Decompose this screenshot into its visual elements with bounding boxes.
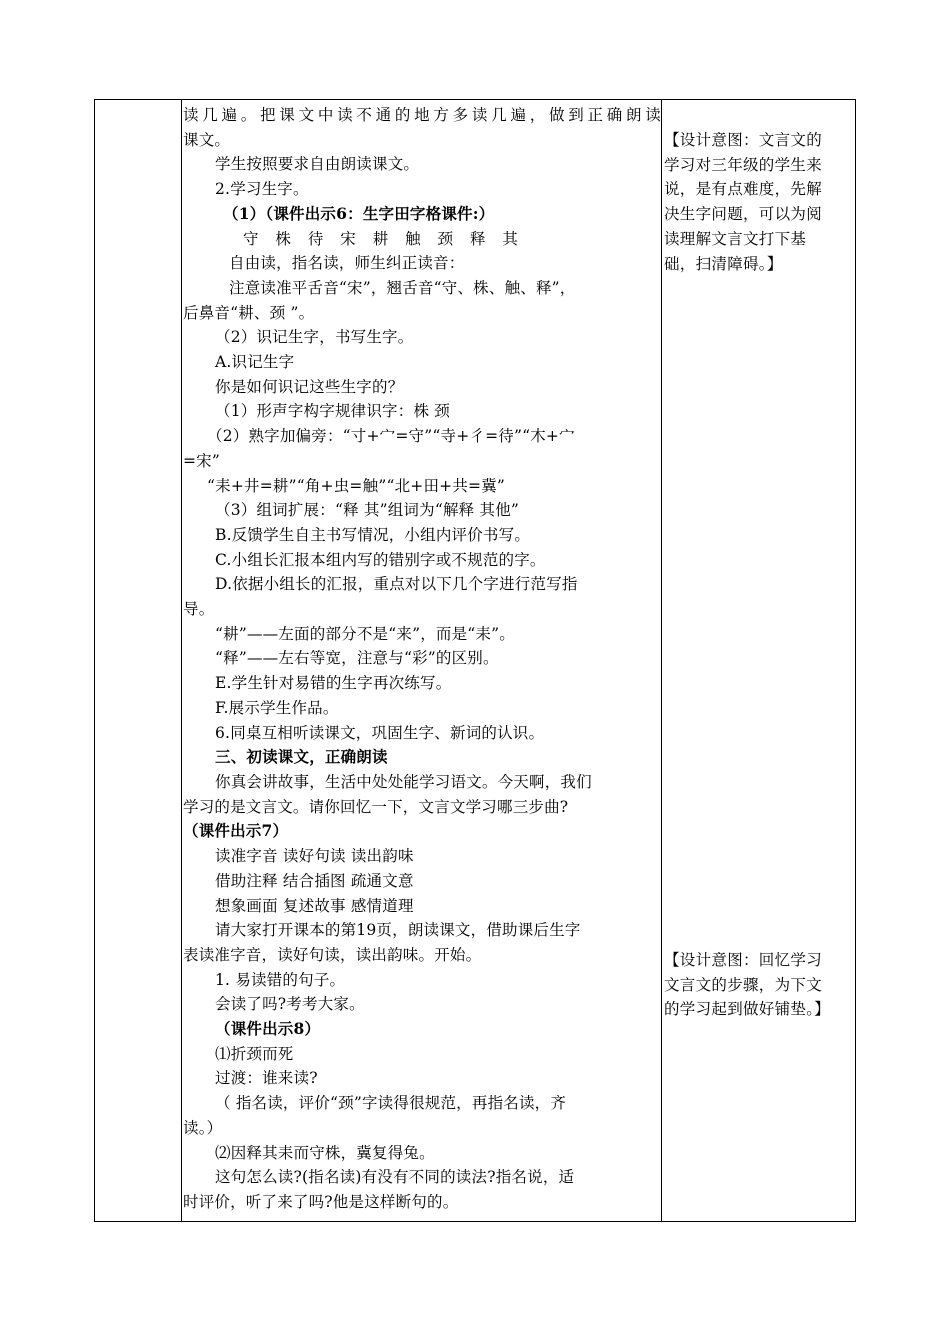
- lesson-line: （1）形声字构字规律识字：株 颈: [215, 402, 450, 421]
- lesson-line: 自由读，指名读，师生纠正读音：: [229, 254, 465, 273]
- design-intent-line: 文言文的步骤，为下文: [664, 975, 823, 994]
- lesson-line: A.识记生字: [215, 353, 295, 372]
- lesson-line: 这句怎么读?(指名读)有没有不同的读法?指名说，适: [215, 1168, 575, 1187]
- lesson-process-column: [183, 103, 661, 1215]
- lesson-line: 你是如何识记这些生字的？: [215, 377, 404, 396]
- design-intent-line: 说，是有点难度，先解: [664, 180, 823, 199]
- design-intent-line: 读理解文言文打下基: [664, 229, 807, 248]
- lesson-line: 借助注释 结合插图 疏通文意: [215, 871, 414, 890]
- lesson-line: 守 株 待 宋 耕 触 颈 释 其: [243, 229, 524, 248]
- column-divider-left: [181, 99, 182, 1222]
- lesson-line: （2）识记生字，书写生字。: [215, 328, 414, 347]
- lesson-line: ⑴折颈而死: [215, 1044, 294, 1063]
- lesson-line: 表读准字音，读好句读，读出韵味。开始。: [183, 945, 482, 964]
- lesson-line: 注意读准平舌音“宋”，翘舌音“守、株、触、释”，: [229, 278, 576, 297]
- lesson-line: 你真会讲故事，生活中处处能学习语文。今天啊，我们: [215, 772, 592, 791]
- lesson-line: 读。）: [183, 1118, 223, 1137]
- lesson-line: 学习的是文言文。请你回忆一下，文言文学习哪三步曲?: [183, 797, 569, 816]
- lesson-line: （3）组词扩展：“释 其”组词为“解释 其他”: [215, 501, 520, 520]
- lesson-line: 课文。: [183, 130, 231, 149]
- lesson-line: 会读了吗?考考大家。: [215, 995, 365, 1014]
- lesson-line: （ 指名读，评价“颈”字读得很规范，再指名读，齐: [215, 1094, 567, 1113]
- lesson-line: 想象画面 复述故事 感情道理: [215, 896, 414, 915]
- lesson-line: 时评价，听了来了吗?他是这样断句的。: [183, 1192, 459, 1211]
- lesson-line: =宋”: [183, 451, 221, 470]
- lesson-line: D.依据小组长的汇报，重点对以下几个字进行范写指: [215, 575, 578, 594]
- lesson-line: 过渡：谁来读?: [215, 1069, 318, 1088]
- lesson-line: C.小组长汇报本组内写的错别字或不规范的字。: [215, 550, 546, 569]
- design-intent-note-1: [664, 128, 854, 276]
- lesson-line: 1. 易读错的句子。: [215, 970, 346, 989]
- lesson-line: 6.同桌互相听读课文，巩固生字、新词的认识。: [215, 723, 545, 742]
- lesson-line: F.展示学生作品。: [215, 698, 339, 717]
- lesson-line: 读准字音 读好句读 读出韵味: [215, 847, 414, 866]
- column-divider-right: [661, 99, 662, 1222]
- design-intent-line: 【设计意图：回忆学习: [664, 951, 823, 969]
- lesson-line: 学生按照要求自由朗读课文。: [215, 155, 420, 174]
- lesson-line: 三、初读课文，正确朗读: [215, 747, 388, 767]
- lesson-line: 2.学习生字。: [215, 180, 309, 199]
- design-intent-line: 础，扫清障碍。】: [664, 254, 783, 273]
- lesson-line: （2）熟字加偏旁：“寸+宀=守”“寺+彳=待”“木+宀: [207, 427, 575, 446]
- lesson-line: “释”——左右等宽，注意与“彩”的区别。: [215, 649, 499, 668]
- design-intent-line: 【设计意图：文言文的: [664, 131, 823, 149]
- lesson-line: 后鼻音“耕、颈 ”。: [183, 303, 315, 322]
- lesson-line: 请大家打开课本的第19页，朗读课文，借助课后生字: [215, 921, 581, 940]
- lesson-line: ⑵因释其耒而守株，冀复得兔。: [215, 1143, 435, 1162]
- lesson-line: “耕”——左面的部分不是“来”，而是“耒”。: [215, 624, 515, 643]
- lesson-line: （课件出示7）: [183, 821, 289, 841]
- design-intent-line: 的学习起到做好铺垫。】: [664, 1000, 831, 1019]
- lesson-line: B.反馈学生自主书写情况，小组内评价书写。: [215, 525, 531, 544]
- design-intent-line: 学习对三年级的学生来: [664, 155, 823, 174]
- lesson-line: 导。: [183, 600, 215, 619]
- lesson-line: （1）（课件出示6：生字田字格课件:）: [223, 203, 495, 223]
- lesson-line: （课件出示8）: [215, 1019, 321, 1039]
- lesson-line: E.学生针对易错的生字再次练写。: [215, 674, 452, 693]
- lesson-line: “耒+井=耕”“角+虫=触”“北+田+共=冀”: [207, 476, 506, 495]
- design-intent-note-2: [664, 948, 854, 1022]
- lesson-line: 读几遍。把课文中读不通的地方多读几遍，做到正确朗读: [183, 106, 661, 124]
- design-intent-line: 决生字问题，可以为阅: [664, 205, 823, 224]
